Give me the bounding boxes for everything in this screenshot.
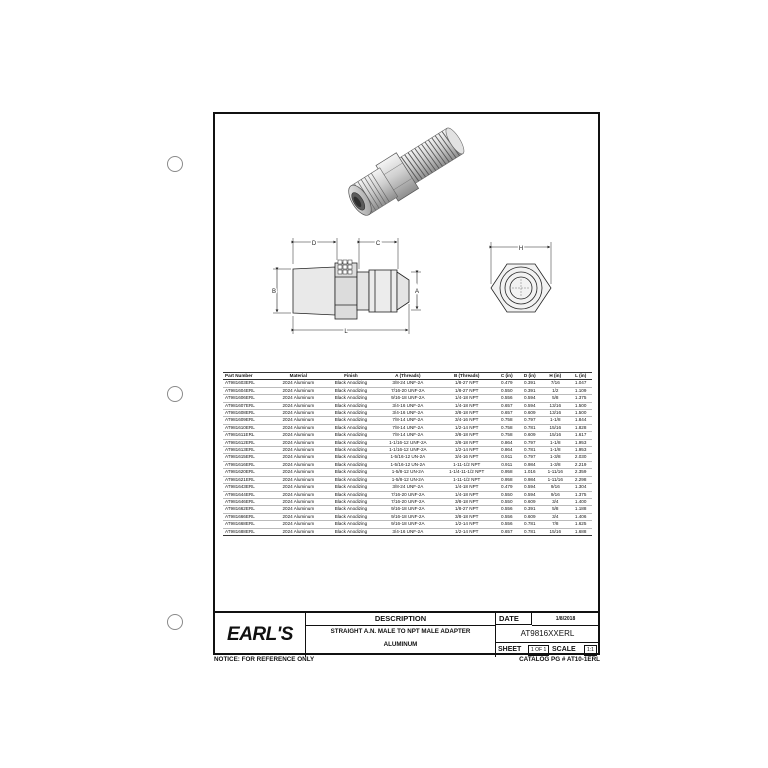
title-block-info [495, 613, 599, 657]
cell-d: 0.781 [518, 528, 541, 535]
table-row [223, 439, 592, 446]
cell-h: 15/16 [541, 432, 569, 439]
cell-a-threads: 9/16-18 UNF-2A [378, 521, 439, 528]
table-row [223, 387, 592, 394]
cell-a-threads: 3/4-16 UNF-2A [378, 528, 439, 535]
cell-c: 0.550 [495, 491, 518, 498]
table-row [223, 513, 592, 520]
cell-part-number: AT981606ERL [223, 395, 272, 402]
cell-l: 1.400 [569, 498, 592, 505]
dim-label-a: A [414, 289, 420, 295]
cell-finish: Black Anodizing [324, 506, 377, 513]
cell-h: 13/16 [541, 402, 569, 409]
dim-label-l: L [344, 329, 348, 335]
cell-material: 2024 Aluminum [272, 417, 324, 424]
cell-material: 2024 Aluminum [272, 447, 324, 454]
cell-l: 1.188 [569, 506, 592, 513]
spec-table-header [223, 373, 592, 380]
col-d: D (in) [518, 373, 541, 380]
logo-text: EARL'S [227, 624, 293, 645]
cell-h: 9/16 [541, 484, 569, 491]
cell-part-number: AT981603ERL [223, 380, 272, 387]
table-row [223, 424, 592, 431]
cell-part-number: AT981616ERL [223, 461, 272, 468]
cell-d: 0.609 [518, 498, 541, 505]
cell-h: 1-3/8 [541, 461, 569, 468]
cell-a-threads: 7/16-20 UNF-2A [378, 491, 439, 498]
date-label: DATE [496, 613, 532, 625]
fitting-side-view [273, 238, 421, 334]
col-b-threads: B (Threads) [438, 373, 495, 380]
cell-a-threads: 1-5/16-12 UN-2A [378, 454, 439, 461]
cell-d: 0.609 [518, 513, 541, 520]
brand-logo [215, 613, 306, 657]
dim-label-b: B [271, 289, 277, 295]
cell-part-number: AT981662ERL [223, 506, 272, 513]
title-block [215, 611, 598, 657]
dim-label-d: D [311, 241, 317, 247]
date-value: 1/8/2018 [532, 613, 599, 626]
cell-b-threads: 1/4-18 NPT [438, 402, 495, 409]
table-row [223, 528, 592, 535]
cell-c: 0.556 [495, 506, 518, 513]
cell-finish: Black Anodizing [324, 380, 377, 387]
cell-c: 0.958 [495, 469, 518, 476]
cell-b-threads: 1/2-14 NPT [438, 521, 495, 528]
cell-b-threads: 3/8-18 NPT [438, 513, 495, 520]
cell-l: 1.375 [569, 491, 592, 498]
cell-b-threads: 1/2-14 NPT [438, 528, 495, 535]
cell-b-threads: 3/8-18 NPT [438, 439, 495, 446]
description-heading: DESCRIPTION [306, 613, 495, 626]
cell-a-threads: 1-5/16-12 UN-2A [378, 461, 439, 468]
cell-part-number: AT981613ERL [223, 447, 272, 454]
cell-l: 1.625 [569, 521, 592, 528]
cell-c: 0.758 [495, 432, 518, 439]
cell-h: 5/8 [541, 506, 569, 513]
cell-material: 2024 Aluminum [272, 469, 324, 476]
table-row [223, 454, 592, 461]
cell-a-threads: 7/8-14 UNF-2A [378, 432, 439, 439]
description-line-2: ALUMINUM [383, 641, 418, 648]
cell-d: 0.594 [518, 402, 541, 409]
cell-material: 2024 Aluminum [272, 498, 324, 505]
cell-b-threads: 1/4-18 NPT [438, 491, 495, 498]
sheet-label: SHEET [498, 646, 522, 653]
scale-label: SCALE [552, 646, 576, 653]
cell-l: 1.953 [569, 447, 592, 454]
cell-a-threads: 7/8-14 UNF-2A [378, 417, 439, 424]
cell-b-threads: 1/8-27 NPT [438, 380, 495, 387]
cell-material: 2024 Aluminum [272, 395, 324, 402]
cell-h: 1-3/8 [541, 454, 569, 461]
cell-finish: Black Anodizing [324, 454, 377, 461]
cell-b-threads: 1-11-1/2 NPT [438, 476, 495, 483]
cell-l: 1.688 [569, 528, 592, 535]
cell-material: 2024 Aluminum [272, 476, 324, 483]
cell-l: 1.047 [569, 380, 592, 387]
cell-d: 0.594 [518, 491, 541, 498]
cell-b-threads: 3/8-18 NPT [438, 410, 495, 417]
cell-l: 1.617 [569, 432, 592, 439]
cell-h: 15/16 [541, 424, 569, 431]
cell-d: 0.797 [518, 439, 541, 446]
cell-part-number: AT981609ERL [223, 417, 272, 424]
col-a-threads: A (Threads) [378, 373, 439, 380]
cell-b-threads: 1/8-27 NPT [438, 506, 495, 513]
cell-finish: Black Anodizing [324, 402, 377, 409]
cell-h: 15/16 [541, 528, 569, 535]
cell-c: 0.911 [495, 454, 518, 461]
cell-b-threads: 3/4-16 NPT [438, 454, 495, 461]
cell-l: 1.500 [569, 410, 592, 417]
cell-finish: Black Anodizing [324, 513, 377, 520]
cell-c: 0.556 [495, 521, 518, 528]
cell-a-threads: 1-5/8-12 UN-2A [378, 476, 439, 483]
cell-l: 1.375 [569, 395, 592, 402]
cell-b-threads: 3/8-18 NPT [438, 498, 495, 505]
cell-c: 0.864 [495, 439, 518, 446]
dim-label-c: C [375, 241, 381, 247]
table-row [223, 521, 592, 528]
cell-d: 0.797 [518, 454, 541, 461]
cell-a-threads: 3/4-16 UNF-2A [378, 410, 439, 417]
description-line-1: STRAIGHT A.N. MALE TO NPT MALE ADAPTER [330, 628, 471, 635]
spec-table-body [223, 380, 592, 536]
cell-a-threads: 9/16-18 UNF-2A [378, 513, 439, 520]
table-row [223, 469, 592, 476]
cell-d: 0.609 [518, 432, 541, 439]
col-l: L (in) [569, 373, 592, 380]
cell-a-threads: 7/16-20 UNF-2A [378, 498, 439, 505]
table-row [223, 476, 592, 483]
cell-c: 0.556 [495, 513, 518, 520]
cell-d: 0.984 [518, 476, 541, 483]
cell-part-number: AT981611ERL [223, 432, 272, 439]
cell-part-number: AT981607ERL [223, 402, 272, 409]
cell-finish: Black Anodizing [324, 424, 377, 431]
cell-material: 2024 Aluminum [272, 461, 324, 468]
table-row [223, 506, 592, 513]
table-row [223, 432, 592, 439]
part-number: AT9816XXERL [496, 626, 599, 643]
cell-part-number: AT981615ERL [223, 454, 272, 461]
cell-h: 1-11/16 [541, 469, 569, 476]
cell-part-number: AT981688ERL [223, 528, 272, 535]
cell-d: 0.609 [518, 410, 541, 417]
cell-h: 1-1/8 [541, 447, 569, 454]
cell-l: 1.406 [569, 513, 592, 520]
cell-part-number: AT981610ERL [223, 424, 272, 431]
cell-d: 0.594 [518, 395, 541, 402]
fitting-drawing [215, 114, 598, 369]
cell-a-threads: 1-5/8-12 UN-2A [378, 469, 439, 476]
col-h: H (in) [541, 373, 569, 380]
table-row [223, 395, 592, 402]
cell-finish: Black Anodizing [324, 439, 377, 446]
cell-c: 0.958 [495, 476, 518, 483]
fitting-end-view [491, 242, 551, 312]
cell-b-threads: 1-1/4-11-1/2 NPT [438, 469, 495, 476]
cell-part-number: AT981620ERL [223, 469, 272, 476]
cell-a-threads: 1-1/16-12 UNF-2A [378, 439, 439, 446]
col-part-number: Part Number [223, 373, 272, 380]
cell-b-threads: 1/2-14 NPT [438, 447, 495, 454]
catalog-page: CATALOG PG # AT10-1ERL [519, 656, 600, 663]
cell-c: 0.550 [495, 498, 518, 505]
cell-l: 2.359 [569, 469, 592, 476]
cell-part-number: AT981643ERL [223, 484, 272, 491]
cell-b-threads: 3/8-18 NPT [438, 432, 495, 439]
cell-c: 0.657 [495, 410, 518, 417]
cell-l: 2.219 [569, 461, 592, 468]
cell-h: 1-1/8 [541, 417, 569, 424]
cell-l: 1.109 [569, 387, 592, 394]
cell-a-threads: 1-1/16-12 UNF-2A [378, 447, 439, 454]
cell-finish: Black Anodizing [324, 432, 377, 439]
cell-finish: Black Anodizing [324, 410, 377, 417]
scale-value: 1:1 [584, 645, 597, 656]
spec-table [223, 372, 592, 536]
cell-a-threads: 9/16-18 UNF-2A [378, 506, 439, 513]
cell-c: 0.479 [495, 484, 518, 491]
cell-material: 2024 Aluminum [272, 387, 324, 394]
cell-h: 9/16 [541, 491, 569, 498]
cell-c: 0.758 [495, 417, 518, 424]
cell-l: 1.953 [569, 439, 592, 446]
cell-material: 2024 Aluminum [272, 432, 324, 439]
cell-finish: Black Anodizing [324, 521, 377, 528]
cell-finish: Black Anodizing [324, 469, 377, 476]
cell-finish: Black Anodizing [324, 395, 377, 402]
cell-part-number: AT981646ERL [223, 498, 272, 505]
cell-l: 1.500 [569, 402, 592, 409]
col-c: C (in) [495, 373, 518, 380]
cell-finish: Black Anodizing [324, 491, 377, 498]
cell-h: 13/16 [541, 410, 569, 417]
cell-material: 2024 Aluminum [272, 513, 324, 520]
cell-d: 0.781 [518, 447, 541, 454]
col-finish: Finish [324, 373, 377, 380]
cell-finish: Black Anodizing [324, 387, 377, 394]
cell-a-threads: 3/4-16 UNF-2A [378, 402, 439, 409]
cell-c: 0.550 [495, 387, 518, 394]
cell-material: 2024 Aluminum [272, 506, 324, 513]
cell-h: 1-1/8 [541, 439, 569, 446]
cell-part-number: AT981604ERL [223, 387, 272, 394]
cell-c: 0.864 [495, 447, 518, 454]
cell-material: 2024 Aluminum [272, 528, 324, 535]
cell-part-number: AT981666ERL [223, 513, 272, 520]
cell-b-threads: 1/4-18 NPT [438, 484, 495, 491]
cell-a-threads: 7/8-14 UNF-2A [378, 424, 439, 431]
cell-part-number: AT981644ERL [223, 491, 272, 498]
cell-d: 0.797 [518, 417, 541, 424]
table-row [223, 484, 592, 491]
cell-l: 2.030 [569, 454, 592, 461]
table-row [223, 461, 592, 468]
cell-l: 1.828 [569, 424, 592, 431]
cell-material: 2024 Aluminum [272, 380, 324, 387]
cell-finish: Black Anodizing [324, 528, 377, 535]
cell-b-threads: 1/8-27 NPT [438, 387, 495, 394]
cell-l: 1.844 [569, 417, 592, 424]
table-row [223, 417, 592, 424]
cell-d: 0.984 [518, 461, 541, 468]
cell-d: 0.391 [518, 387, 541, 394]
sheet-value: 1 OF 1 [528, 645, 549, 656]
binder-hole-middle [167, 386, 183, 402]
cell-part-number: AT981612ERL [223, 439, 272, 446]
drawing-sheet [213, 112, 600, 655]
cell-d: 0.781 [518, 424, 541, 431]
table-row [223, 402, 592, 409]
cell-a-threads: 3/8-24 UNF-2A [378, 380, 439, 387]
cell-b-threads: 3/4-16 NPT [438, 417, 495, 424]
cell-finish: Black Anodizing [324, 417, 377, 424]
cell-d: 0.391 [518, 506, 541, 513]
cell-material: 2024 Aluminum [272, 410, 324, 417]
cell-c: 0.758 [495, 424, 518, 431]
cell-c: 0.657 [495, 402, 518, 409]
cell-c: 0.556 [495, 395, 518, 402]
cell-material: 2024 Aluminum [272, 491, 324, 498]
binder-hole-bottom [167, 614, 183, 630]
cell-material: 2024 Aluminum [272, 439, 324, 446]
cell-l: 2.298 [569, 476, 592, 483]
cell-a-threads: 3/8-24 UNF-2A [378, 484, 439, 491]
table-row [223, 410, 592, 417]
cell-material: 2024 Aluminum [272, 484, 324, 491]
table-row [223, 380, 592, 387]
cell-finish: Black Anodizing [324, 476, 377, 483]
table-row [223, 447, 592, 454]
binder-hole-top [167, 156, 183, 172]
table-row [223, 491, 592, 498]
table-row [223, 498, 592, 505]
cell-b-threads: 1-11-1/2 NPT [438, 461, 495, 468]
cell-material: 2024 Aluminum [272, 424, 324, 431]
cell-h: 5/8 [541, 395, 569, 402]
cell-c: 0.911 [495, 461, 518, 468]
cell-part-number: AT981621ERL [223, 476, 272, 483]
cell-d: 1.016 [518, 469, 541, 476]
cell-part-number: AT981608ERL [223, 410, 272, 417]
cell-l: 1.304 [569, 484, 592, 491]
cell-material: 2024 Aluminum [272, 521, 324, 528]
cell-finish: Black Anodizing [324, 484, 377, 491]
cell-h: 7/8 [541, 521, 569, 528]
sheet-scale-row [496, 643, 599, 657]
cell-b-threads: 1/4-18 NPT [438, 395, 495, 402]
cell-part-number: AT981668ERL [223, 521, 272, 528]
cell-finish: Black Anodizing [324, 498, 377, 505]
cell-h: 3/4 [541, 498, 569, 505]
cell-a-threads: 7/16-20 UNF-2A [378, 387, 439, 394]
cell-h: 1-11/16 [541, 476, 569, 483]
cell-d: 0.594 [518, 484, 541, 491]
fitting-3d-view [342, 120, 470, 222]
cell-a-threads: 9/16-18 UNF-2A [378, 395, 439, 402]
cell-h: 1/2 [541, 387, 569, 394]
reference-notice: NOTICE: FOR REFERENCE ONLY [214, 656, 315, 663]
cell-finish: Black Anodizing [324, 461, 377, 468]
dim-label-h: H [518, 246, 524, 252]
cell-finish: Black Anodizing [324, 447, 377, 454]
cell-b-threads: 1/2-14 NPT [438, 424, 495, 431]
cell-material: 2024 Aluminum [272, 402, 324, 409]
cell-h: 7/16 [541, 380, 569, 387]
col-material: Material [272, 373, 324, 380]
cell-c: 0.479 [495, 380, 518, 387]
cell-c: 0.657 [495, 528, 518, 535]
cell-h: 3/4 [541, 513, 569, 520]
cell-d: 0.391 [518, 380, 541, 387]
cell-d: 0.781 [518, 521, 541, 528]
cell-material: 2024 Aluminum [272, 454, 324, 461]
